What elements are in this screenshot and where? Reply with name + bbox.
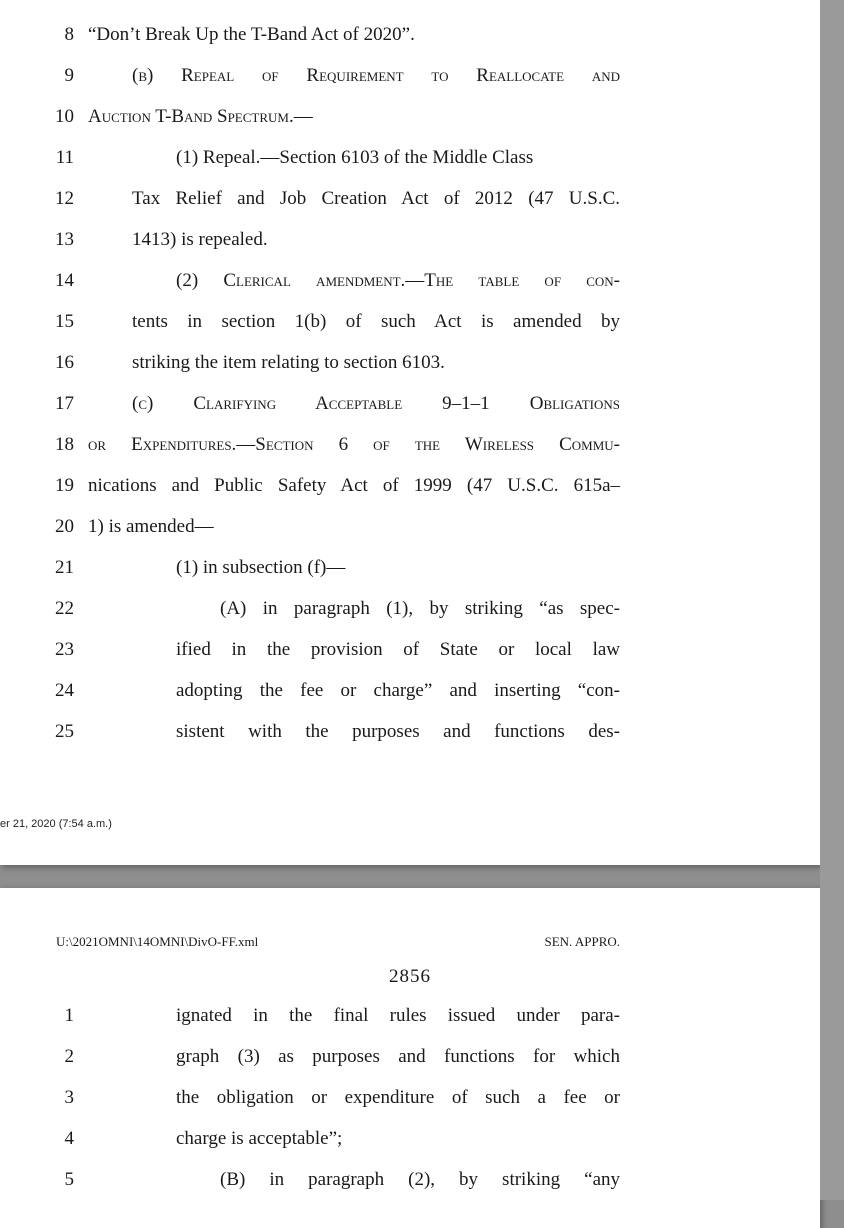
document-page-lower [0,888,820,1228]
line-number: 8 [64,24,74,45]
line-number: 12 [55,188,74,209]
committee-header: SEN. APPRO. [544,934,620,949]
text-line: ified in the provision of State or local law [176,639,620,660]
line-number: 13 [55,229,74,250]
line-number: 1 [64,1005,74,1026]
line-number: 21 [55,557,74,578]
line-number: 24 [55,680,74,701]
file-path-header: U:\2021OMNI\14OMNI\DivO-FF.xml [56,934,259,949]
line-number: 3 [64,1087,74,1108]
line-number: 22 [55,598,74,619]
page-number: 2856 [389,966,431,987]
section-heading: (c) Clarifying Acceptable 9–1–1 Obligations [132,393,620,414]
line-number: 14 [55,270,74,291]
text-line: (2) Clerical amendment.—The table of con- [176,270,620,291]
text-line: graph (3) as purposes and functions for which [176,1046,620,1067]
line-number: 25 [55,721,74,742]
text-line: (1) in subsection (f)— [176,557,346,578]
text-line: adopting the fee or charge” and inserting “con- [176,680,620,701]
line-number: 16 [55,352,74,373]
page-footer-timestamp: er 21, 2020 (7:54 a.m.) [0,818,112,830]
line-number: 17 [55,393,74,414]
line-number: 23 [55,639,74,660]
line-number: 18 [55,434,74,455]
line-number: 15 [55,311,74,332]
text-line: (1) Repeal.—Section 6103 of the Middle Class [176,147,534,168]
line-number: 10 [55,106,74,127]
text-line: (B) in paragraph (2), by striking “any [220,1169,620,1190]
text-line: ignated in the final rules issued under para- [176,1005,620,1026]
text-line: (A) in paragraph (1), by striking “as spec- [220,598,620,619]
viewer-scrollbar-track[interactable] [820,0,844,1200]
text-line: Tax Relief and Job Creation Act of 2012 (47 U.S.C. [132,188,620,209]
text-line: “Don’t Break Up the T-Band Act of 2020”. [88,24,415,45]
section-heading: (b) Repeal of Requirement to Reallocate and [132,65,620,86]
text-line: tents in section 1(b) of such Act is amended by [132,311,620,332]
line-number: 5 [64,1169,74,1190]
text-line: nications and Public Safety Act of 1999 (47 U.S.C. 615a– [88,475,620,496]
line-number: 11 [55,147,74,168]
line-number: 20 [55,516,74,537]
text-line: 1413) is repealed. [132,229,268,250]
text-line: the obligation or expenditure of such a fee or [176,1087,620,1108]
text-line: charge is acceptable”; [176,1128,343,1149]
text-line: sistent with the purposes and functions des- [176,721,620,742]
line-number: 9 [64,65,74,86]
text-line: striking the item relating to section 6103. [132,352,445,373]
text-line: or Expenditures.—Section 6 of the Wireless Commu- [88,434,620,455]
line-number: 2 [64,1046,74,1067]
text-line: 1) is amended— [88,516,214,537]
line-number: 19 [55,475,74,496]
section-heading: Auction T-Band Spectrum.— [88,106,313,127]
line-number: 4 [64,1128,74,1149]
